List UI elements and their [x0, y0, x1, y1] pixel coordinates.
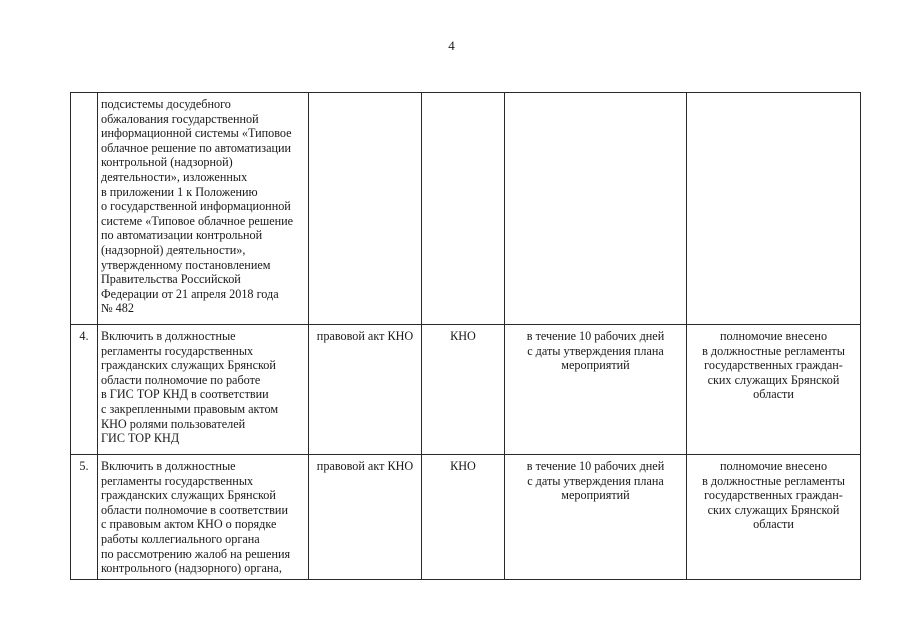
action-line: по автоматизации контрольной: [101, 228, 263, 243]
action-line: с правовым актом КНО о порядке: [101, 517, 277, 532]
plan-table: [70, 92, 861, 580]
action-line: обжалования государственной: [101, 111, 259, 126]
result-line: области: [753, 517, 794, 532]
action-line: Включить в должностные: [101, 329, 236, 343]
result-cell: [687, 325, 861, 455]
table-row: [71, 93, 861, 325]
action-line: работы коллегиального органа: [101, 531, 260, 546]
action-line: области полномочие в соответствии: [101, 502, 288, 517]
action-line: утвержденному постановлением: [101, 257, 271, 272]
result-cell: [687, 455, 861, 580]
executor-cell: КНО: [422, 325, 505, 455]
deadline-line: с даты утверждения плана: [527, 473, 664, 488]
action-line: Федерации от 21 апреля 2018 года: [101, 286, 279, 301]
action-line: регламенты государственных: [101, 473, 254, 488]
action-line: информационной системы «Типовое: [101, 126, 292, 141]
deadline-line: в течение 10 рабочих дней: [526, 329, 665, 343]
executor-cell: [422, 93, 505, 325]
deadline-line: в течение 10 рабочих дней: [526, 459, 665, 473]
result-line: государственных граждан-: [704, 488, 843, 503]
result-line: полномочие внесено: [719, 329, 828, 343]
action-line: Правительства Российской: [101, 272, 241, 287]
executor-cell: КНО: [422, 455, 505, 580]
action-line: контрольного (надзорного) органа,: [101, 561, 282, 576]
action-line: ГИС ТОР КНД: [101, 431, 180, 446]
deadline-line: мероприятий: [561, 488, 630, 503]
action-line: в ГИС ТОР КНД в соответствии: [101, 387, 269, 402]
action-line: в приложении 1 к Положению: [101, 184, 258, 199]
action-line: области полномочие по работе: [101, 372, 261, 387]
action-line: системе «Типовое облачное решение: [101, 213, 294, 228]
action-line: Включить в должностные: [101, 459, 236, 473]
row-number-cell: 5.: [71, 455, 98, 580]
table-row: [71, 325, 861, 455]
action-cell: [98, 93, 309, 325]
result-line: ских служащих Брянской: [707, 372, 840, 387]
action-line: подсистемы досудебного: [101, 97, 231, 111]
result-line: в должностные регламенты: [702, 473, 845, 488]
action-cell: [98, 455, 309, 580]
deadline-cell: [505, 325, 687, 455]
row-number-cell: 4.: [71, 325, 98, 455]
result-line: полномочие внесено: [719, 459, 828, 473]
action-line: гражданских служащих Брянской: [101, 488, 276, 503]
row-number-cell: [71, 93, 98, 325]
action-line: о государственной информационной: [101, 199, 291, 214]
action-line: облачное решение по автоматизации: [101, 140, 292, 155]
result-cell: [687, 93, 861, 325]
action-line: контрольной (надзорной): [101, 155, 233, 170]
document-cell: правовой акт КНО: [309, 325, 422, 455]
action-cell: [98, 325, 309, 455]
result-line: в должностные регламенты: [702, 343, 845, 358]
result-line: государственных граждан-: [704, 358, 843, 373]
document-cell: [309, 93, 422, 325]
action-line: КНО ролями пользователей: [101, 416, 246, 431]
deadline-line: с даты утверждения плана: [527, 343, 664, 358]
action-line: с закрепленными правовым актом: [101, 401, 279, 416]
table-row: [71, 455, 861, 580]
deadline-cell: [505, 455, 687, 580]
action-line: (надзорной) деятельности»,: [101, 242, 246, 257]
action-line: гражданских служащих Брянской: [101, 358, 276, 373]
document-cell: правовой акт КНО: [309, 455, 422, 580]
action-line: регламенты государственных: [101, 343, 254, 358]
action-line: № 482: [101, 301, 134, 316]
page-number: 4: [448, 38, 455, 53]
deadline-line: мероприятий: [561, 358, 630, 373]
result-line: ских служащих Брянской: [707, 502, 840, 517]
result-line: области: [753, 387, 794, 402]
action-line: деятельности», изложенных: [101, 169, 248, 184]
deadline-cell: [505, 93, 687, 325]
action-line: по рассмотрению жалоб на решения: [101, 546, 291, 561]
